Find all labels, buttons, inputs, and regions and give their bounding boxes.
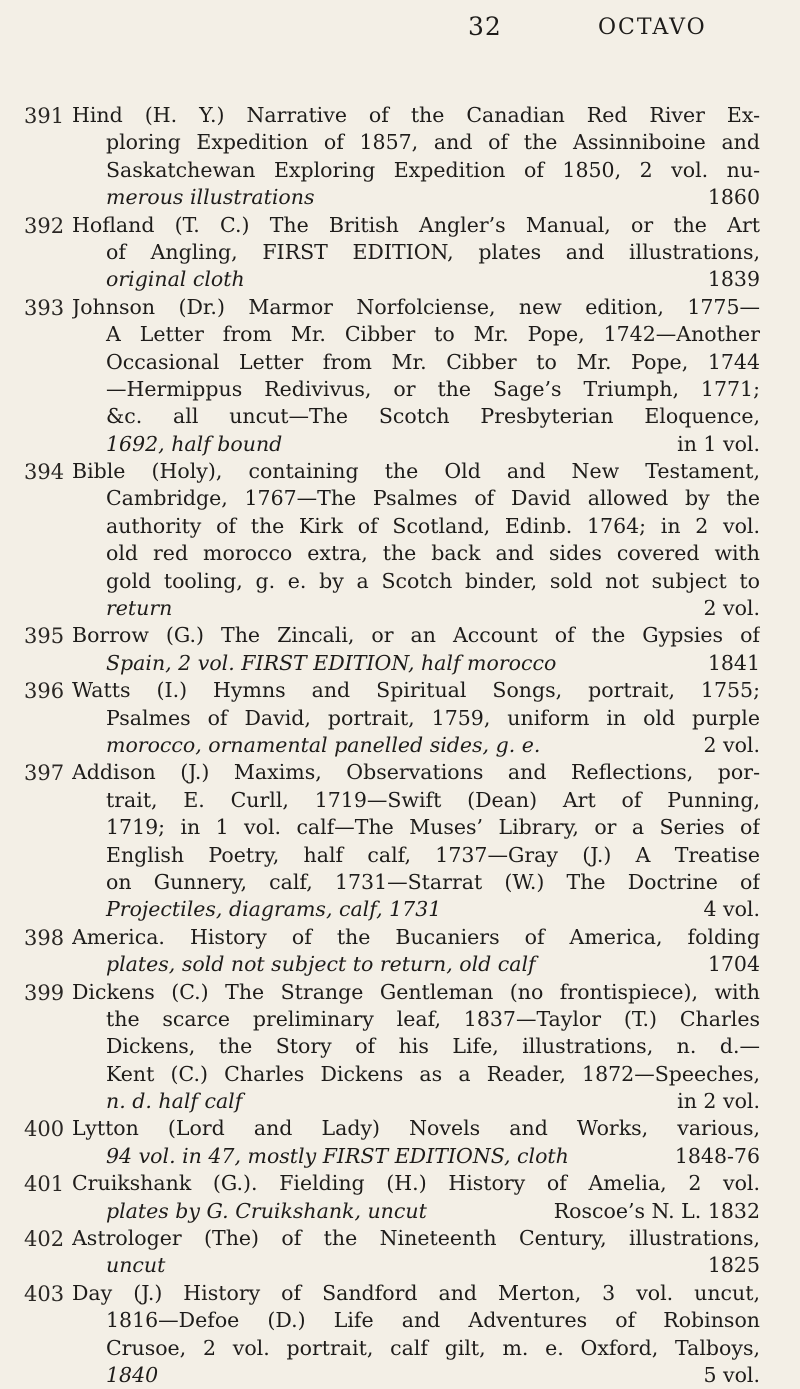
entry-line: 1816—Defoe (D.) Life and Adventures of Robinson bbox=[106, 1308, 760, 1333]
entry-final-line bbox=[72, 266, 760, 293]
entry-date: 5 vol. bbox=[703, 1362, 760, 1387]
entry-final-line bbox=[72, 951, 760, 978]
entry-line: Saskatchewan Exploring Expedition of 1850, 2 vol. nu- bbox=[106, 157, 760, 182]
catalogue-entry bbox=[0, 1225, 800, 1280]
entry-line: 1719; in 1 vol. calf—The Muses’ Library, or a Series of bbox=[106, 815, 760, 840]
entry-line: Borrow (G.) The Zincali, or an Account of the Gypsies of bbox=[72, 623, 760, 648]
catalogue-entry bbox=[0, 458, 800, 622]
entry-final-line bbox=[72, 1088, 760, 1115]
lot-number: 397 bbox=[24, 761, 65, 786]
entry-final-line bbox=[72, 184, 760, 211]
entry-line: Lytton (Lord and Lady) Novels and Works, various, bbox=[72, 1116, 760, 1141]
entry-line: Cruikshank (G.). Fielding (H.) History of Amelia, 2 vol. bbox=[72, 1171, 760, 1196]
catalogue-entry bbox=[0, 759, 800, 923]
entry-line: trait, E. Curll, 1719—Swift (Dean) Art of Punning, bbox=[106, 787, 760, 812]
entry-line: —Hermippus Redivivus, or the Sage’s Triumph, 1771; bbox=[106, 376, 760, 401]
lot-number: 392 bbox=[24, 213, 65, 238]
lot-number: 391 bbox=[24, 104, 65, 128]
page-number: 32 bbox=[468, 12, 502, 41]
entry-line: Kent (C.) Charles Dickens as a Reader, 1872—Speeches, bbox=[106, 1061, 760, 1086]
entry-line: Day (J.) History of Sandford and Merton, 3 vol. uncut, bbox=[72, 1280, 760, 1305]
catalogue-entry bbox=[0, 1280, 800, 1389]
lot-number: 394 bbox=[24, 460, 65, 485]
entry-date: 1841 bbox=[707, 650, 760, 675]
entry-line: Astrologer (The) of the Nineteenth Century, illustrations, bbox=[72, 1226, 760, 1251]
entry-line: Hind (H. Y.) Narrative of the Canadian Red River Ex- bbox=[72, 103, 760, 127]
entry-line: Occasional Letter from Mr. Cibber to Mr. Pope, 1744 bbox=[106, 349, 760, 374]
entry-final-line bbox=[72, 1198, 760, 1225]
entry-date: 4 vol. bbox=[703, 897, 760, 922]
catalogue-entry bbox=[0, 677, 800, 759]
entry-line: Dickens (C.) The Strange Gentleman (no frontispiece), with bbox=[72, 979, 760, 1004]
entry-line: Watts (I.) Hymns and Spiritual Songs, portrait, 1755; bbox=[72, 678, 760, 703]
running-head: OCTAVO bbox=[598, 15, 707, 40]
catalogue-entry bbox=[0, 1170, 800, 1225]
lot-number: 401 bbox=[24, 1172, 65, 1197]
entry-description: 1692, half bound bbox=[106, 431, 283, 456]
entry-description: 94 vol. in 47, mostly FIRST EDITIONS, cloth bbox=[106, 1143, 569, 1168]
entry-final-line bbox=[72, 1252, 760, 1279]
catalogue-entries bbox=[0, 102, 800, 1389]
entry-line: Crusoe, 2 vol. portrait, calf gilt, m. e. Oxford, Talboys, bbox=[106, 1335, 760, 1360]
entry-line: authority of the Kirk of Scotland, Edinb. 1764; in 2 vol. bbox=[106, 513, 760, 538]
entry-line: of Angling, FIRST EDITION, plates and illustrations, bbox=[106, 239, 760, 264]
page-header bbox=[0, 12, 800, 52]
catalogue-entry bbox=[0, 1115, 800, 1170]
lot-number: 403 bbox=[24, 1281, 65, 1306]
entry-date: 2 vol. bbox=[703, 732, 760, 757]
lot-number: 396 bbox=[24, 679, 65, 704]
entry-line: Addison (J.) Maxims, Observations and Reflections, por- bbox=[72, 760, 760, 785]
lot-number: 395 bbox=[24, 624, 65, 649]
entry-line: on Gunnery, calf, 1731—Starrat (W.) The Doctrine of bbox=[106, 869, 760, 894]
catalogue-entry bbox=[0, 924, 800, 979]
entry-date: 1825 bbox=[707, 1253, 760, 1278]
lot-number: 398 bbox=[24, 925, 65, 950]
entry-final-line bbox=[72, 650, 760, 677]
catalogue-entry bbox=[0, 979, 800, 1116]
entry-description: merous illustrations bbox=[106, 185, 315, 210]
lot-number: 402 bbox=[24, 1227, 65, 1252]
entry-description: uncut bbox=[106, 1253, 166, 1278]
entry-line: Cambridge, 1767—The Psalmes of David allowed by the bbox=[106, 486, 760, 511]
entry-date: 1839 bbox=[707, 267, 760, 292]
entry-date: 1704 bbox=[707, 952, 760, 977]
entry-line: America. History of the Bucaniers of America, folding bbox=[72, 924, 760, 949]
entry-final-line bbox=[72, 1143, 760, 1170]
entry-description: plates by G. Cruikshank, uncut bbox=[106, 1198, 427, 1223]
entry-date: in 1 vol. bbox=[677, 431, 760, 456]
entry-line: ploring Expedition of 1857, and of the Assinniboine and bbox=[106, 130, 760, 155]
entry-date: Roscoe’s N. L. 1832 bbox=[553, 1198, 760, 1223]
entry-final-line bbox=[72, 896, 760, 923]
catalogue-entry bbox=[0, 294, 800, 458]
entry-line: Johnson (Dr.) Marmor Norfolciense, new edition, 1775— bbox=[72, 294, 760, 319]
lot-number: 393 bbox=[24, 295, 65, 320]
entry-final-line bbox=[72, 732, 760, 759]
entry-final-line bbox=[72, 595, 760, 622]
entry-description: n. d. half calf bbox=[106, 1089, 243, 1114]
entry-description: Projectiles, diagrams, calf, 1731 bbox=[106, 897, 442, 922]
entry-line: gold tooling, g. e. by a Scotch binder, sold not subject to bbox=[106, 568, 760, 593]
lot-number: 399 bbox=[24, 980, 65, 1005]
entry-line: Psalmes of David, portrait, 1759, uniform in old purple bbox=[106, 705, 760, 730]
entry-line: English Poetry, half calf, 1737—Gray (J.) A Treatise bbox=[106, 842, 760, 867]
catalogue-entry bbox=[0, 212, 800, 294]
entry-description: Spain, 2 vol. FIRST EDITION, half morocco bbox=[106, 650, 557, 675]
entry-description: 1840 bbox=[106, 1362, 159, 1387]
entry-date: 2 vol. bbox=[703, 596, 760, 621]
entry-date: in 2 vol. bbox=[677, 1089, 760, 1114]
entry-description: return bbox=[106, 596, 173, 621]
entry-date: 1848-76 bbox=[674, 1143, 760, 1168]
catalogue-entry bbox=[0, 622, 800, 677]
entry-line: &c. all uncut—The Scotch Presbyterian Eloquence, bbox=[106, 404, 760, 429]
entry-line: old red morocco extra, the back and sides covered with bbox=[106, 541, 760, 566]
entry-description: original cloth bbox=[106, 267, 245, 292]
catalogue-entry bbox=[0, 102, 800, 212]
entry-line: A Letter from Mr. Cibber to Mr. Pope, 1742—Another bbox=[106, 322, 760, 347]
entry-line: Dickens, the Story of his Life, illustrations, n. d.— bbox=[106, 1034, 760, 1059]
entry-line: Hofland (T. C.) The British Angler’s Manual, or the Art bbox=[72, 212, 760, 237]
entry-final-line bbox=[72, 431, 760, 458]
lot-number: 400 bbox=[24, 1117, 65, 1142]
entry-date: 1860 bbox=[707, 185, 760, 210]
entry-final-line bbox=[72, 1362, 760, 1389]
entry-line: the scarce preliminary leaf, 1837—Taylor (T.) Charles bbox=[106, 1006, 760, 1031]
entry-description: morocco, ornamental panelled sides, g. e. bbox=[106, 732, 541, 757]
entry-description: plates, sold not subject to return, old calf bbox=[106, 952, 536, 977]
entry-line: Bible (Holy), containing the Old and New Testament, bbox=[72, 459, 760, 484]
